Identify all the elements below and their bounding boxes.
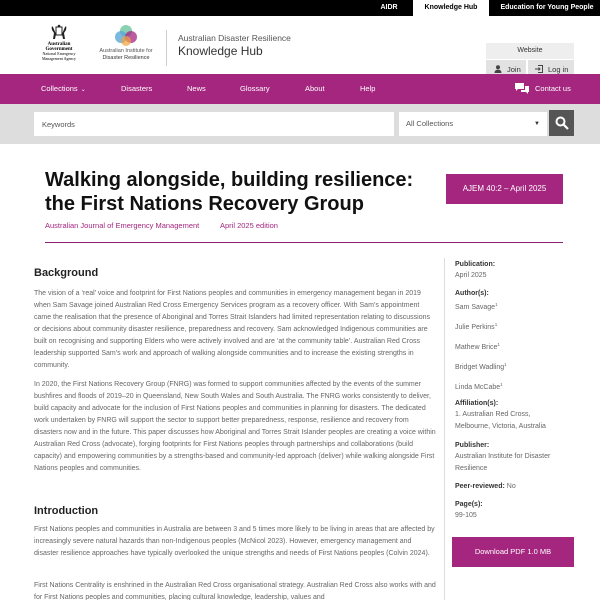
aidr-logo-line2: Disaster Resilience	[102, 55, 150, 61]
page-title: Walking alongside, building resilience: the First Nations Recovery Group	[45, 169, 414, 215]
user-icon	[494, 65, 502, 73]
login-icon	[535, 65, 543, 73]
peer-reviewed-value: No	[506, 483, 516, 490]
site-name[interactable]	[178, 33, 291, 59]
topbar-link-education[interactable]: Education for Young People	[500, 4, 594, 11]
author-superscript: 1	[494, 322, 498, 327]
introduction-paragraph-1: First Nations peoples and communities in Australia are between 3 and 5 times more likely to be living in areas that are affected by increasingly severe natural hazards than non-Indigenous peoples (McNicol 2023). However, emergency management and disaster resilience approaches have typically overlooked the unique strengths and needs of First Nations peoples (Colvin 2024).	[34, 526, 435, 557]
publisher-line-1: Australian Institute for Disaster	[455, 453, 551, 460]
author-item	[455, 299, 498, 314]
site-header	[0, 16, 600, 74]
author-superscript: 1	[495, 302, 498, 307]
background-heading: Background	[34, 267, 99, 279]
website-label: Website	[486, 43, 574, 59]
peer-reviewed-label: Peer-reviewed:	[455, 483, 505, 490]
search-button[interactable]	[549, 110, 574, 136]
introduction-heading: Introduction	[34, 505, 99, 517]
main-nav	[0, 74, 600, 104]
pages-value: 99-105	[455, 512, 477, 519]
publisher-line-2: Resilience	[455, 465, 488, 472]
affiliation-label: Affiliation(s):	[455, 400, 499, 407]
top-bar	[0, 0, 600, 16]
background-paragraph-2: In 2020, the First Nations Recovery Group (FNRG) was formed to support communities affected by the events of the summer bushfires and floods of 2019–20 in Queensland, New South Wales and South Australia. The FNRG works consistently to deliver, build capacity and advocate for the inclusion of First Nations peoples and communities in planning for disasters. The dedicated work undertaken by FNRG will support the sector to support better preparedness, response, resilience and recovery from disasters now and in the future. This paper discusses how Aboriginal and Torres Strait Islander peoples are creating a voice within Australian Red Cross (advocate), forging footprints for First Nations peoples through partnerships and collaborations (build capacity) and empowering communities by a strengths-based and community-led approach (deliver) while walking alongside First Nations peoples and communities.	[34, 381, 436, 472]
aidr-logo[interactable]	[96, 24, 156, 70]
author-name: Linda McCabe	[455, 384, 501, 391]
search-bar	[0, 104, 600, 144]
contact-label: Contact us	[535, 84, 571, 93]
peer-reviewed	[455, 481, 516, 493]
aidr-circles-icon	[112, 24, 140, 48]
author-superscript: 1	[504, 362, 507, 367]
affiliation-line-2: Melbourne, Victoria, Australia	[455, 423, 546, 430]
background-paragraph-1: The vision of a ‘real’ voice and footprint for First Nations peoples and communities in emergency management began in 2019 when Sam Savage joined Australian Red Cross Emergency Services program as a recovery officer. With Sam’s appointment came the realisation that the presence of Aboriginal and Torres Strait Islanders had limited representation relating to discussions or decisions about community disaster resilience, preparedness and recovery. Sam acknowledged Indigenous communities are built on recognising and supporting Elders who were actively involved and are ‘at the community table’. Australian Red Cross leadership supported Sam’s work and approach of walking alongside communities and to increase the existing strengths in community.	[34, 290, 430, 369]
author-item	[455, 339, 500, 354]
collections-select[interactable]	[399, 112, 547, 136]
author-item	[455, 319, 497, 334]
chevron-down-icon: ▼	[534, 121, 540, 127]
nav-item-collections[interactable]	[41, 74, 86, 104]
download-pdf-button[interactable]: Download PDF 1.0 MB	[452, 537, 574, 567]
nav-item-help[interactable]: Help	[360, 84, 376, 93]
join-label: Join	[507, 65, 521, 74]
author-name: Sam Savage	[455, 304, 496, 311]
contact-us-link[interactable]	[514, 74, 571, 104]
author-name: Mathew Brice	[455, 344, 498, 351]
aidr-logo-line1: Australian Institute for	[99, 48, 153, 54]
chevron-down-icon: ⌄	[80, 87, 86, 93]
australian-government-logo[interactable]	[34, 24, 84, 70]
nav-item-glossary[interactable]: Glossary	[240, 84, 270, 93]
author-item	[455, 359, 507, 374]
topbar-link-knowledge-hub[interactable]: Knowledge Hub	[413, 0, 489, 16]
keywords-input[interactable]	[34, 112, 394, 136]
site-subtitle: Australian Disaster Resilience	[178, 33, 291, 43]
chat-icon	[514, 82, 530, 94]
publisher-label: Publisher:	[455, 442, 490, 449]
introduction-paragraph-2: First Nations Centrality is enshrined in the Australian Red Cross organisational strategy. Australian Red Cross also works with and for First Nations peoples and communities, placing cultural knowledge, leadership, values and	[34, 582, 436, 600]
login-label: Log in	[548, 65, 569, 74]
search-icon	[555, 116, 569, 130]
coat-of-arms-icon	[49, 24, 69, 42]
nav-item-disasters[interactable]: Disasters	[121, 84, 153, 93]
gov-logo-line1: Australian Government	[45, 42, 73, 52]
author-name: Bridget Wadling	[455, 364, 505, 371]
publication-label: Publication:	[455, 261, 496, 268]
gov-logo-line3: Management Agency	[41, 55, 77, 61]
gov-logo-line2: National Emergency	[42, 51, 76, 56]
author-item	[455, 379, 503, 394]
author-name: Julie Perkins	[455, 324, 495, 331]
nav-item-news[interactable]: News	[187, 84, 206, 93]
collections-select-value: All Collections	[406, 119, 454, 128]
topbar-link-aidr[interactable]: AIDR	[380, 4, 398, 11]
nav-item-about[interactable]: About	[305, 84, 325, 93]
affiliation-line-1: 1. Australian Red Cross,	[455, 411, 531, 418]
publication-value: April 2025	[455, 272, 487, 279]
title-divider	[45, 242, 563, 243]
sidebar-divider	[444, 258, 445, 600]
pages-label: Page(s):	[455, 501, 483, 508]
author-superscript: 1	[500, 382, 503, 387]
nav-collections-label: Collections	[41, 84, 78, 93]
author-superscript: 1	[497, 342, 500, 347]
authors-label: Author(s):	[455, 290, 489, 297]
edition-link[interactable]: April 2025 edition	[220, 221, 278, 230]
journal-link[interactable]: Australian Journal of Emergency Management	[45, 221, 200, 230]
ajem-badge[interactable]: AJEM 40:2 – April 2025	[446, 174, 563, 204]
header-divider	[166, 30, 167, 66]
site-title: Knowledge Hub	[178, 44, 263, 58]
